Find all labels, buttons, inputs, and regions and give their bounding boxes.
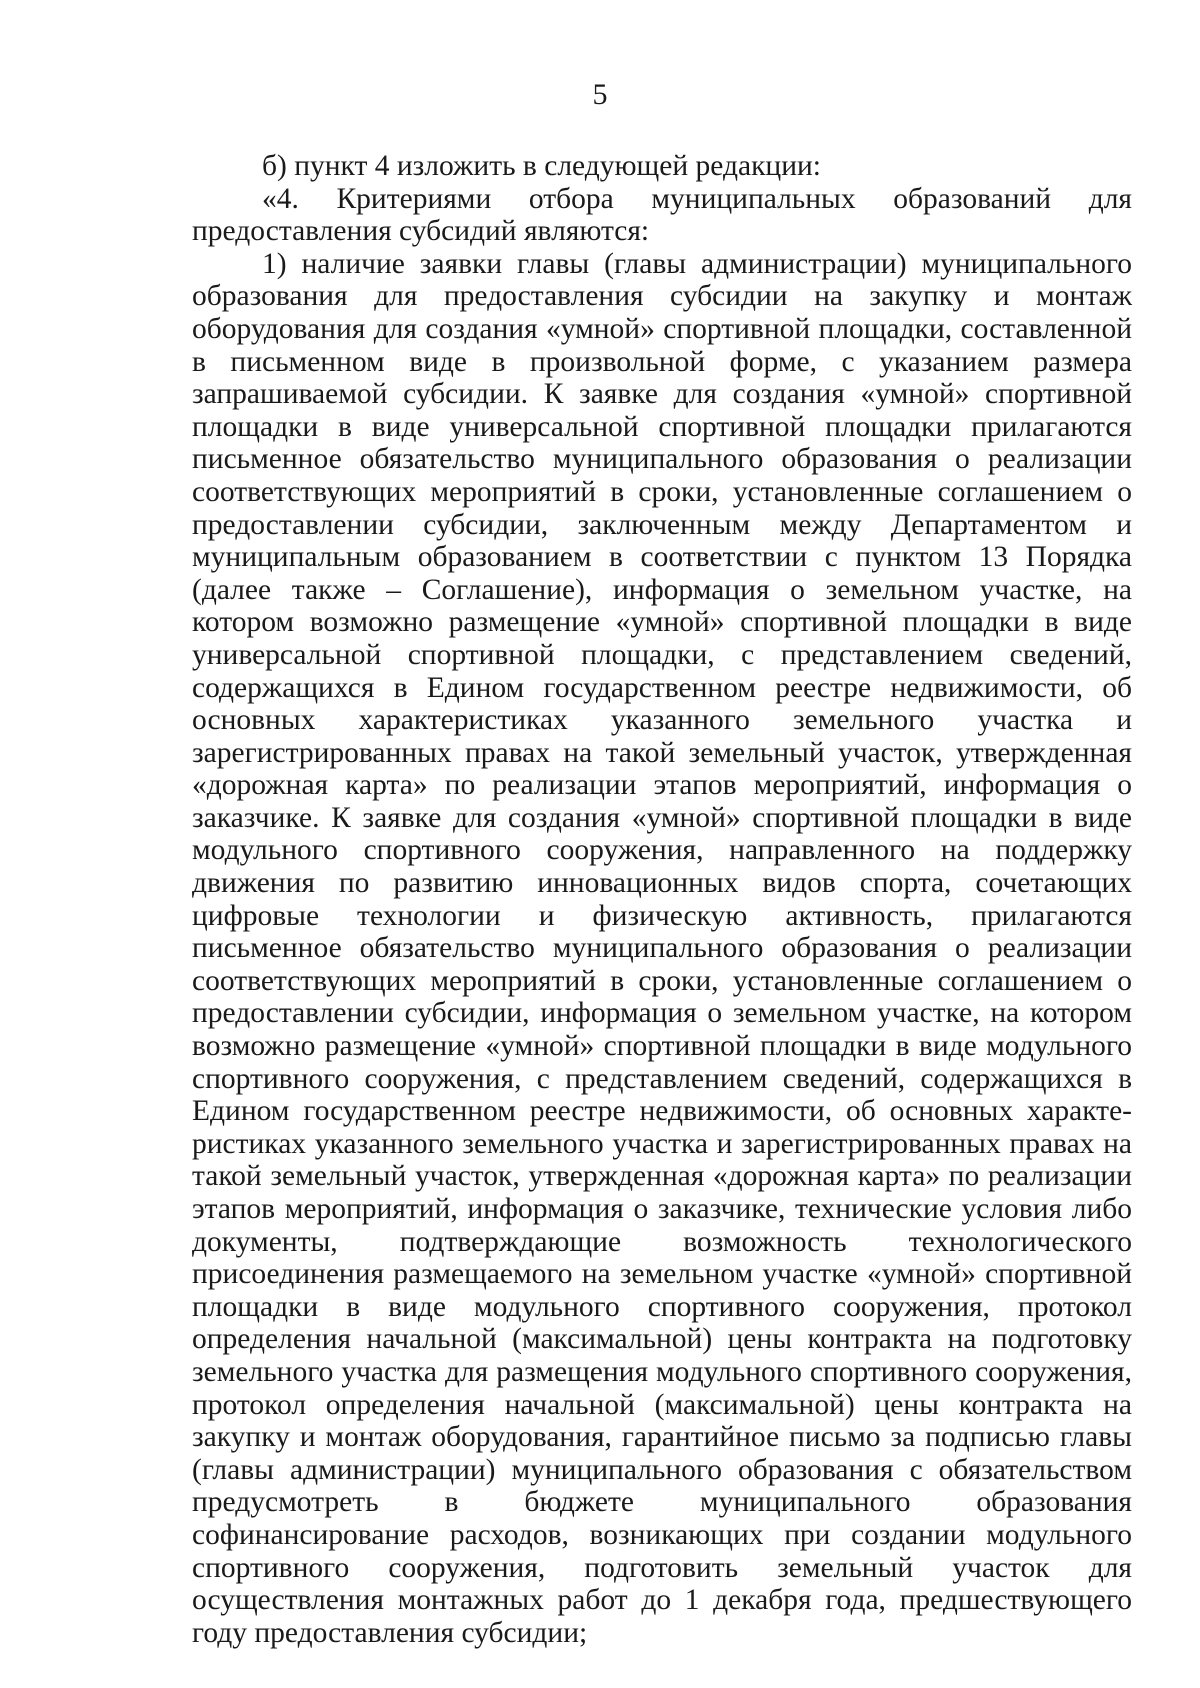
page-number: 5 [592, 78, 608, 111]
paragraph-amendment-intro: б) пункт 4 изложить в следующей редакции: [262, 150, 821, 182]
paragraph-criteria-heading: «4. Критериями отбора муниципальных образований для предоставления субсидий являются: [192, 182, 1132, 248]
document-body [192, 150, 1132, 1649]
paragraph-criterion-1: 1) наличие заявки главы (главы администрации) муниципального образования для предоставления субсидии на закупку и монтаж оборудования для создания «умной» спортивной площадки, составленной в письменном виде в произвольной форме, с указанием размера запрашиваемой субсидии. К заявке для создания «умной» спортивной площадки в виде универсальной спортивной площадки прилагаются письменное обязательство муниципального образования о реализации соответствующих мероприятий в сроки, установленные соглашением о предоставлении субсидии, заключенным между Департаментом и муниципальным образованием в соответствии с пунктом 13 Порядка (далее также – Соглашение), информация о земельном участке, на котором возможно размещение «умной» спортивной площадки в виде универсальной спортивной площадки, с представлением сведений, содержащихся в Едином государственном реестре недвижимости, об основных характеристиках указанного земельного участка и зарегистрированных правах на такой земельный участок, утвержденная «дорожная карта» по реализации этапов мероприятий, информация о заказчике. К заявке для создания «умной» спортивной площадки в виде модульного спортивного сооружения, направленного на поддержку движения по развитию инновационных видов спорта, сочетающих цифровые технологии и физическую активность, прилагаются письменное обязательство муниципального образования о реализации соответствующих мероприятий в сроки, установленные соглашением о предоставлении субсидии, информация о земельном участке, на котором возможно размещение «умной» спортивной площадки в виде модульного спортивного сооружения, с представлением сведений, содержащихся в Едином государственном реестре недвижимости, об основных характеристиках указанного земельного участка и зарегистрированных правах на такой земельный участок, утвержденная «дорожная карта» по реализации этапов мероприятий, информация о заказчике, технические условия либо документы, подтверждающие возможность технологического присоединения размещаемого на земельном участке «умной» спортивной площадки в виде модульного спортивного сооружения, протокол определения начальной (максимальной) цены контракта на подготовку земельного участка для размещения модульного спортивного сооружения, протокол определения начальной (максимальной) цены контракта на закупку и монтаж оборудования, гарантийное письмо за подписью главы (главы администрации) муниципального образования с обязательством предусмотреть в бюджете муниципального образования софинансирование расходов, возникающих при создании модульного спортивного сооружения, подготовить земельный участок для осуществления монтажных работ до 1 декабря года, предшествующего году предоставления субсидии; [192, 247, 1132, 1649]
